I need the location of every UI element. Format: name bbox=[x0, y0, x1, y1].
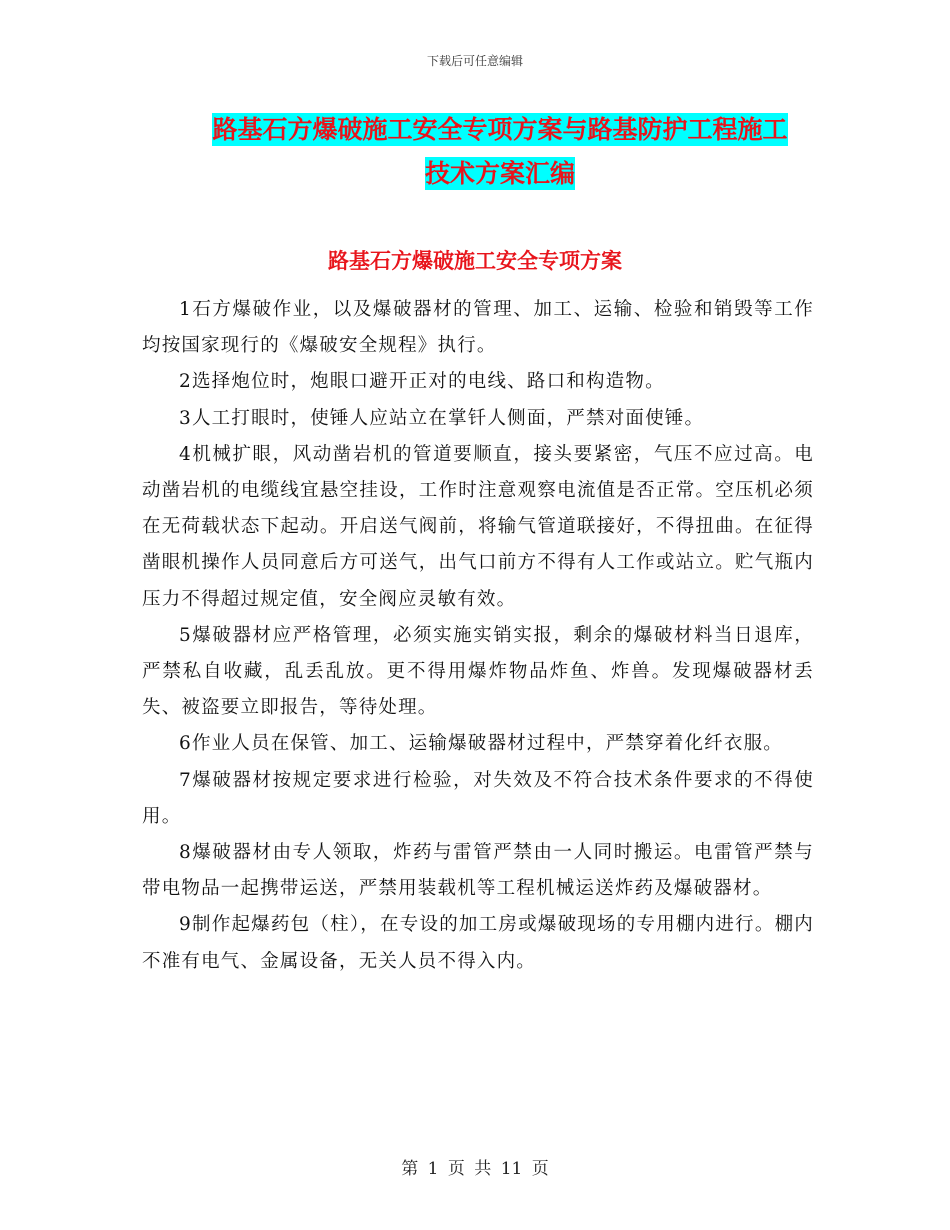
paragraph-8: 8爆破器材由专人领取，炸药与雷管严禁由一人同时搬运。电雷管严禁与带电物品一起携带运送，严禁用装载机等工程机械运送炸药及爆破器材。 bbox=[142, 842, 814, 900]
paragraph-6: 6作业人员在保管、加工、运输爆破器材过程中，严禁穿着化纤衣服。 bbox=[179, 733, 783, 755]
document-title-line-2: 技术方案汇编 bbox=[424, 159, 575, 188]
section-title: 路基石方爆破施工安全专项方案 bbox=[328, 249, 622, 273]
page-number-footer: 第 1 页 共 11 页 bbox=[401, 1159, 549, 1179]
document-title bbox=[140, 108, 860, 196]
paragraph-1: 1石方爆破作业，以及爆破器材的管理、加工、运输、检验和销毁等工作均按国家现行的《爆破安全规程》执行。 bbox=[142, 299, 814, 357]
document-title-line-1: 路基石方爆破施工安全专项方案与路基防护工程施工 bbox=[212, 115, 788, 144]
paragraph-4: 4机械扩眼，风动凿岩机的管道要顺直，接头要紧密，气压不应过高。电动凿岩机的电缆线宜悬空挂设，工作时注意观察电流值是否正常。空压机必须在无荷载状态下起动。开启送气阀前，将输气管道联接好，不得扭曲。在征得凿眼机操作人员同意后方可送气，出气口前方不得有人工作或站立。贮气瓶内压力不得超过规定值，安全阀应灵敏有效。 bbox=[142, 443, 814, 610]
paragraph-9: 9制作起爆药包（柱），在专设的加工房或爆破现场的专用棚内进行。棚内不准有电气、金属设备，无关人员不得入内。 bbox=[142, 914, 814, 972]
paragraph-7: 7爆破器材按规定要求进行检验，对失效及不符合技术条件要求的不得使用。 bbox=[142, 769, 814, 827]
document-body bbox=[142, 292, 814, 980]
paragraph-2: 2选择炮位时，炮眼口避开正对的电线、路口和构造物。 bbox=[179, 371, 665, 393]
paragraph-5: 5爆破器材应严格管理，必须实施实销实报，剩余的爆破材料当日退库，严禁私自收藏，乱丢乱放。更不得用爆炸物品炸鱼、炸兽。发现爆破器材丢失、被盗要立即报告，等待处理。 bbox=[142, 624, 814, 719]
page-header-note: 下载后可任意编辑 bbox=[426, 54, 523, 68]
paragraph-3: 3人工打眼时，使锤人应站立在掌钎人侧面，严禁对面使锤。 bbox=[179, 407, 705, 429]
